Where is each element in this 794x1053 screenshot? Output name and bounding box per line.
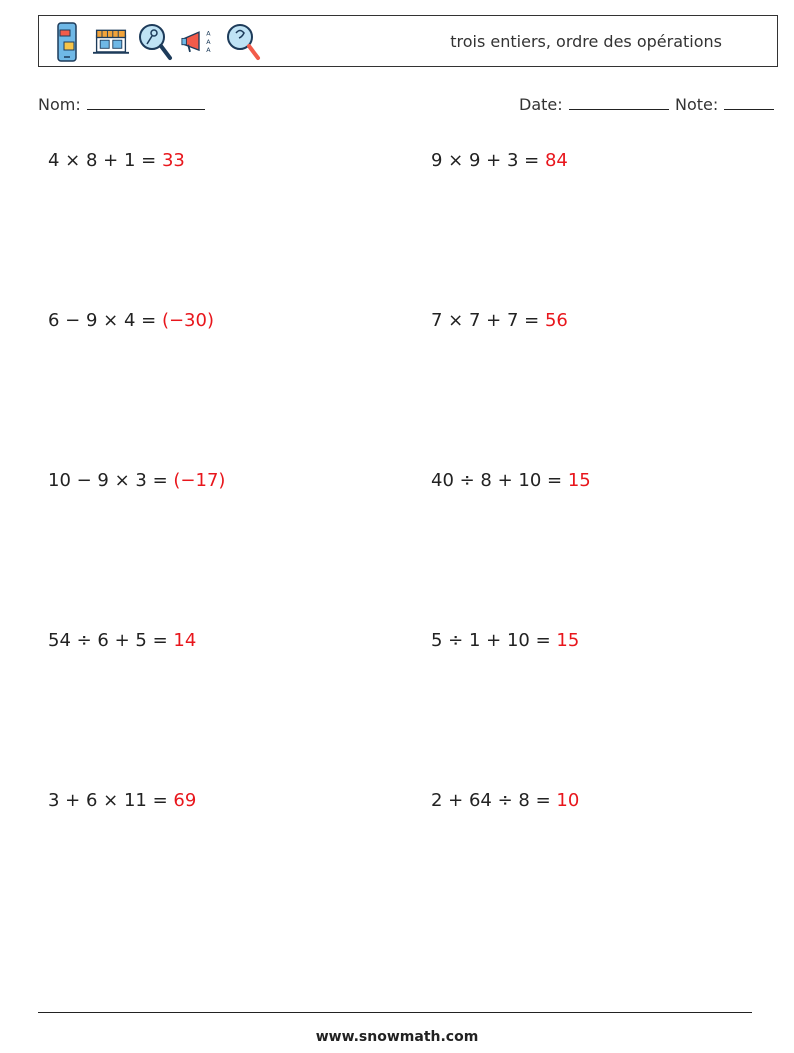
problem-answer: (−17) [173, 470, 226, 491]
problem-1 [48, 150, 185, 171]
problem-answer: 33 [161, 150, 185, 171]
problem-7 [48, 630, 196, 651]
problem-expression: 2 + 64 ÷ 8 = [431, 790, 557, 811]
problem-expression: 7 × 7 + 7 = [431, 310, 545, 331]
worksheet-header [38, 15, 778, 67]
note-label: Note: [675, 95, 719, 114]
svg-text:A: A [206, 38, 211, 46]
problem-10 [431, 790, 579, 811]
search-icon [225, 20, 261, 64]
footer-website: www.snowmath.com [315, 1029, 479, 1045]
problem-answer: (−30) [161, 310, 214, 331]
name-field [38, 93, 205, 114]
problem-answer: 69 [173, 790, 197, 811]
problem-expression: 3 + 6 × 11 = [48, 790, 174, 811]
header-icons [49, 20, 261, 64]
problem-answer: 84 [544, 150, 568, 171]
problem-answer: 15 [567, 470, 591, 491]
key-magnifier-icon [137, 20, 173, 64]
problem-expression: 54 ÷ 6 + 5 = [48, 630, 174, 651]
problem-5 [48, 470, 225, 491]
problem-6 [431, 470, 591, 491]
problem-3 [48, 310, 214, 331]
problem-2 [431, 150, 568, 171]
problem-expression: 9 × 9 + 3 = [431, 150, 545, 171]
problem-expression: 5 ÷ 1 + 10 = [431, 630, 557, 651]
problem-answer: 56 [544, 310, 568, 331]
note-field [675, 93, 774, 114]
name-label: Nom: [38, 95, 81, 114]
problem-expression: 6 − 9 × 4 = [48, 310, 162, 331]
problem-answer: 15 [556, 630, 580, 651]
shop-icon [93, 20, 129, 64]
footer-divider [38, 1012, 752, 1013]
note-blank-line [724, 93, 774, 110]
problem-expression: 40 ÷ 8 + 10 = [431, 470, 568, 491]
worksheet-title: trois entiers, ordre des opérations [450, 32, 722, 51]
problem-4 [431, 310, 568, 331]
problem-answer: 10 [556, 790, 580, 811]
svg-text:A: A [206, 46, 211, 54]
problem-expression: 10 − 9 × 3 = [48, 470, 174, 491]
date-field [519, 93, 669, 114]
problem-9 [48, 790, 196, 811]
svg-text:A: A [206, 30, 211, 38]
date-blank-line [569, 93, 669, 110]
megaphone-icon [181, 20, 217, 64]
problem-answer: 14 [173, 630, 197, 651]
name-blank-line [87, 93, 205, 110]
problem-expression: 4 × 8 + 1 = [48, 150, 162, 171]
problem-8 [431, 630, 579, 651]
date-label: Date: [519, 95, 563, 114]
phone-icon [49, 20, 85, 64]
